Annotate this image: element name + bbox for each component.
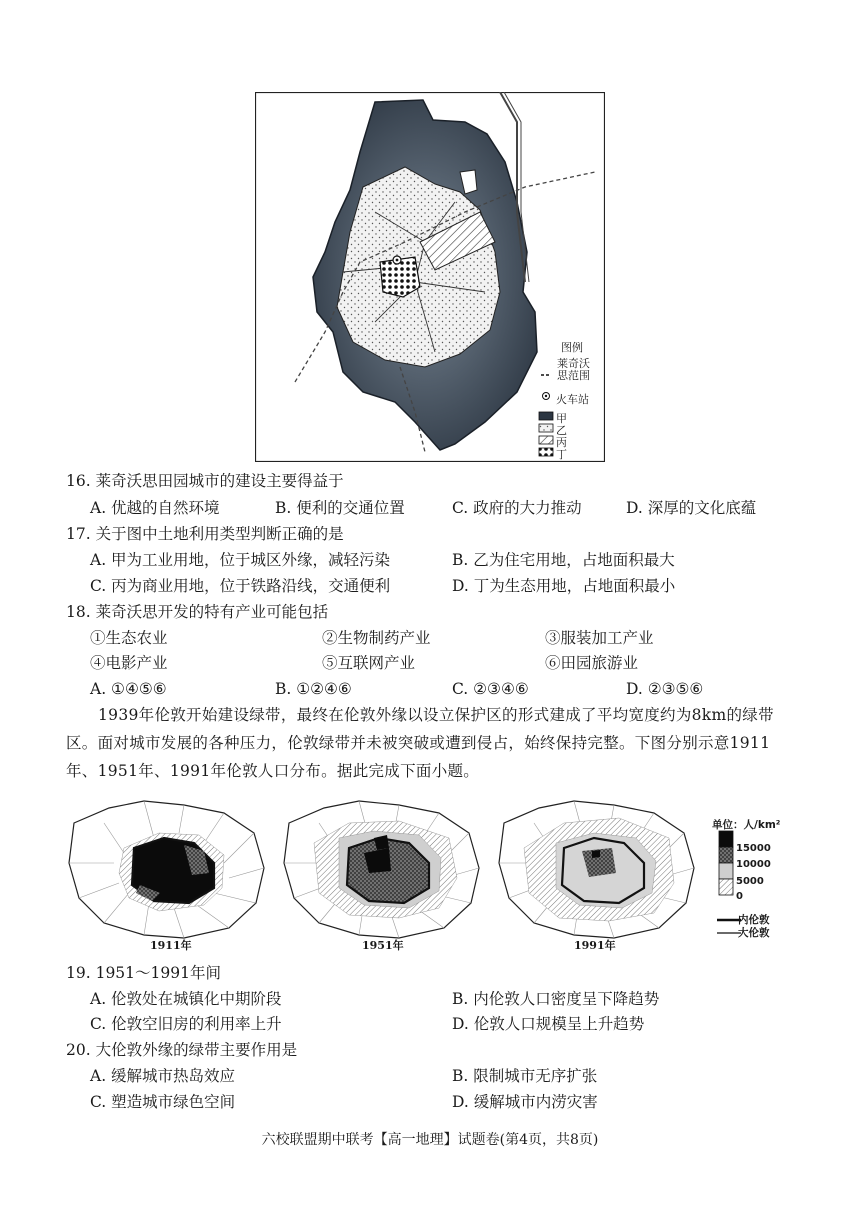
q18-item-6: ⑥田园旅游业 [545, 654, 639, 672]
q20-option-a[interactable]: A. 缓解城市热岛效应 [90, 1067, 236, 1085]
q20-option-d[interactable]: D. 缓解城市内涝灾害 [452, 1093, 598, 1111]
q18-item-1: ①生态农业 [90, 629, 168, 647]
q18-option-c[interactable]: C. ②③④⑥ [452, 680, 529, 698]
question-18-stem: 18. 莱奇沃思开发的特有产业可能包括 [66, 603, 329, 621]
caption-1911: 1911年 [150, 939, 192, 952]
q16-option-a[interactable]: A. 优越的自然环境 [90, 499, 220, 517]
legend-bing-swatch [539, 436, 553, 444]
q20-option-b[interactable]: B. 限制城市无序扩张 [452, 1067, 598, 1085]
q19-option-b[interactable]: B. 内伦敦人口密度呈下降趋势 [452, 990, 660, 1008]
q18-item-2: ②生物制药产业 [322, 629, 431, 647]
passage-line-3: 年、1951年、1991年伦敦人口分布。据此完成下面小题。 [66, 762, 480, 780]
question-17-stem: 17. 关于图中土地利用类型判断正确的是 [66, 525, 344, 543]
q16-option-b[interactable]: B. 便利的交通位置 [275, 499, 405, 517]
q20-option-c[interactable]: C. 塑造城市绿色空间 [90, 1093, 236, 1111]
question-16-stem: 16. 莱奇沃思田园城市的建设主要得益于 [66, 472, 344, 490]
q19-option-c[interactable]: C. 伦敦空旧房的利用率上升 [90, 1015, 282, 1033]
question-20-stem: 20. 大伦敦外缘的绿带主要作用是 [66, 1041, 298, 1059]
legend-jia-swatch [539, 412, 553, 420]
q18-item-5: ⑤互联网产业 [322, 654, 416, 672]
london-population-maps [64, 793, 784, 953]
density-unit-label: 单位：人/km² [712, 819, 781, 831]
london-map-1951 [284, 801, 479, 938]
density-label-10000: 10000 [736, 859, 771, 870]
q18-item-4: ④电影产业 [90, 654, 168, 672]
q16-option-c[interactable]: C. 政府的大力推动 [452, 499, 582, 517]
density-15000-swatch [719, 831, 733, 847]
caption-1991: 1991年 [574, 939, 616, 952]
q18-option-b[interactable]: B. ①②④⑥ [275, 680, 352, 698]
legend-label-yi: 乙 [556, 424, 567, 437]
london-map-1991 [499, 801, 694, 938]
legend-label-jia: 甲 [556, 412, 567, 425]
q18-option-d[interactable]: D. ②③⑤⑥ [626, 680, 704, 698]
q17-option-d[interactable]: D. 丁为生态用地，占地面积最小 [452, 577, 676, 595]
passage-line-1: 1939年伦敦开始建设绿带，最终在伦敦外缘以设立保护区的形式建成了平均宽度约为8km的绿带 [98, 706, 774, 724]
map-legend-title: 图例 [561, 341, 583, 354]
legend-ding-swatch [539, 448, 553, 456]
legend-label-boundary: 莱奇沃思范围 [557, 357, 590, 382]
density-5000-swatch [719, 863, 733, 879]
legend-label-ding: 丁 [556, 448, 567, 461]
passage-line-2: 区。面对城市发展的各种压力，伦敦绿带并未被突破或遭到侵占，始终保持完整。下图分别示意1911 [66, 734, 771, 752]
legend-label-bing: 丙 [556, 436, 567, 449]
london-map-1911 [69, 801, 264, 938]
density-10000-swatch [719, 847, 733, 863]
legend-label-station: 火车站 [556, 393, 589, 406]
legend-yi-swatch [539, 424, 553, 432]
q17-option-a[interactable]: A. 甲为工业用地，位于城区外缘，减轻污染 [90, 551, 391, 569]
density-label-15000: 15000 [736, 843, 771, 854]
caption-1951: 1951年 [362, 939, 404, 952]
inner-london-label: 内伦敦 [738, 914, 770, 926]
greater-london-label: 大伦敦 [738, 927, 770, 939]
q16-option-d[interactable]: D. 深厚的文化底蕴 [626, 499, 757, 517]
page-footer: 六校联盟期中联考【高一地理】试题卷(第4页，共8页) [261, 1132, 599, 1148]
density-label-0: 0 [736, 891, 743, 902]
density-label-5000: 5000 [736, 876, 764, 887]
q18-option-a[interactable]: A. ①④⑤⑥ [90, 680, 167, 698]
letchworth-map-figure [255, 92, 605, 462]
q19-option-a[interactable]: A. 伦敦处在城镇化中期阶段 [90, 990, 282, 1008]
q17-option-c[interactable]: C. 丙为商业用地，位于铁路沿线，交通便利 [90, 577, 391, 595]
q18-item-3: ③服装加工产业 [545, 629, 654, 647]
q19-option-d[interactable]: D. 伦敦人口规模呈上升趋势 [452, 1015, 645, 1033]
density-0-swatch [719, 879, 733, 895]
question-19-stem: 19. 1951～1991年间 [66, 964, 221, 982]
q17-option-b[interactable]: B. 乙为住宅用地，占地面积最大 [452, 551, 675, 569]
letchworth-map [255, 92, 605, 462]
